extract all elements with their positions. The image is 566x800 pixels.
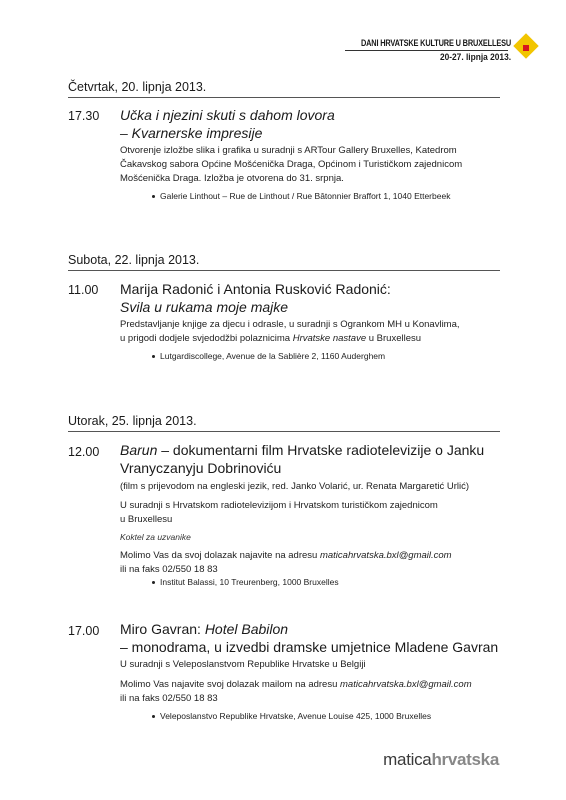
day-divider <box>68 431 500 432</box>
event-title-line2: – Kvarnerske impresije <box>120 125 263 141</box>
description-line: Otvorenje izložbe slika i grafika u suradnji s ARTour Gallery Bruxelles, Katedrom <box>120 145 457 156</box>
bullet-icon <box>152 715 155 718</box>
brand-logo <box>383 750 499 770</box>
bullet-icon <box>152 581 155 584</box>
event-title-line1: Učka i njezini skuti s dahom lovora <box>120 107 335 123</box>
event-note: (film s prijevodom na engleski jezik, red. Janko Volarić, ur. Renata Margaretić Urlić) <box>120 481 469 492</box>
event-title-line2: – monodrama, u izvedbi dramske umjetnice Mladene Gavran <box>120 639 499 655</box>
event-title-line2: Vranyczanyju Dobrinoviću <box>120 460 282 476</box>
event-description <box>120 144 500 186</box>
event-title <box>120 620 520 656</box>
bullet-icon <box>152 195 155 198</box>
logo-square-icon <box>523 45 529 51</box>
day-divider <box>68 97 500 98</box>
rsvp-email-link[interactable]: maticahrvatska.bxl@gmail.com <box>319 550 452 561</box>
rsvp-fax: ili na faks 02/550 18 83 <box>120 693 218 704</box>
rsvp-line: Molimo Vas da svoj dolazak najavite na adresu maticahrvatska.bxl@gmail.com <box>120 550 452 561</box>
event-title-line1: Marija Radonić i Antonia Rusković Radonić: <box>120 281 391 297</box>
event-description <box>120 318 500 346</box>
brand-part2: hrvatska <box>431 750 499 769</box>
location-text: Galerie Linthout – Rue de Linthout / Rue Bâtonnier Braffort 1, 1040 Etterbeek <box>160 191 451 201</box>
event-title <box>120 106 520 142</box>
event-title-italic: Barun <box>120 442 158 458</box>
event-location <box>160 711 431 721</box>
event-description <box>120 499 500 527</box>
brand-part1: matica <box>383 750 432 769</box>
day-heading: Četvrtak, 20. lipnja 2013. <box>68 80 207 94</box>
description-line: u prigodi dodjele svjedodžbi polaznicima Hrvatske nastave u Bruxellesu <box>120 333 422 344</box>
event-time: 11.00 <box>68 283 99 297</box>
description-line: Čakavskog sabora Općine Mošćenička Draga, Općinom i Turističkom zajednicom <box>120 159 463 170</box>
day-heading: Subota, 22. lipnja 2013. <box>68 253 200 267</box>
event-title <box>120 441 520 477</box>
italic-term: Hrvatske nastave <box>292 333 367 344</box>
location-text: Institut Balassi, 10 Treurenberg, 1000 Bruxelles <box>160 577 339 587</box>
rsvp-line: Molimo Vas najavite svoj dolazak mailom na adresu maticahrvatska.bxl@gmail.com <box>120 679 472 690</box>
description-line: u Bruxellesu <box>120 514 173 525</box>
event-location <box>160 191 450 201</box>
event-title-plain: Miro Gavran: <box>120 621 201 637</box>
day-heading: Utorak, 25. lipnja 2013. <box>68 414 197 428</box>
rsvp-email-link[interactable]: maticahrvatska.bxl@gmail.com <box>340 679 472 690</box>
event-location <box>160 351 385 361</box>
event-title-italic: Hotel Babilon <box>204 621 289 637</box>
header-dates: 20-27. lipnja 2013. <box>439 52 511 63</box>
event-title-rest: – dokumentarni film Hrvatske radiotelevizije o Janku <box>161 442 485 458</box>
event-time: 12.00 <box>68 445 100 459</box>
event-time: 17.30 <box>68 109 100 123</box>
description-line: Mošćenička Draga. Izložba je otvorena do 31. srpnja. <box>120 173 344 184</box>
description-line: U suradnji s Veleposlanstvom Republike Hrvatske u Belgiji <box>120 659 366 670</box>
event-time: 17.00 <box>68 624 100 638</box>
event-extra: Koktel za uzvanike <box>120 532 191 542</box>
rsvp-fax: ili na faks 02/550 18 83 <box>120 564 218 575</box>
event-rsvp <box>120 678 500 706</box>
event-location <box>160 577 339 587</box>
header-divider <box>345 50 508 51</box>
day-divider <box>68 270 500 271</box>
event-description <box>120 658 500 672</box>
event-title-line2: Svila u rukama moje majke <box>120 299 289 315</box>
event-title <box>120 280 520 316</box>
location-text: Lutgardiscollege, Avenue de la Sablière 2, 1160 Auderghem <box>160 351 386 361</box>
description-line: Predstavljanje knjige za djecu i odrasle, u suradnji s Ogrankom MH u Konavlima, <box>120 319 460 330</box>
header-title: DANI HRVATSKE KULTURE U BRUXELLESU <box>360 38 511 48</box>
bullet-icon <box>152 355 155 358</box>
location-text: Veleposlanstvo Republike Hrvatske, Avenue Louise 425, 1000 Bruxelles <box>160 711 432 721</box>
description-line: U suradnji s Hrvatskom radiotelevizijom i Hrvatskom turističkom zajednicom <box>120 500 438 511</box>
event-rsvp <box>120 549 500 577</box>
